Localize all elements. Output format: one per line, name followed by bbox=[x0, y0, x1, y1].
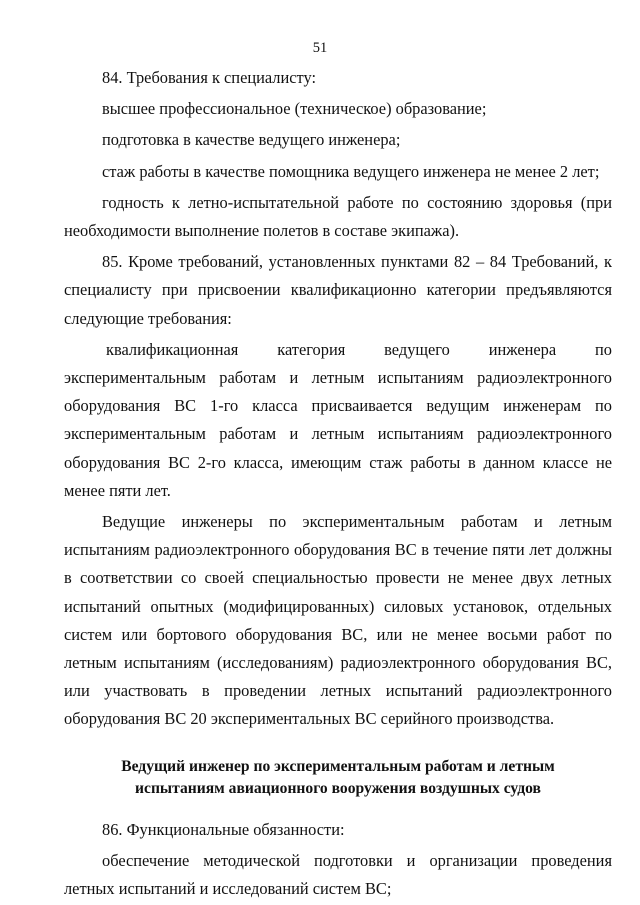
paragraph: высшее профессиональное (техническое) образование; bbox=[102, 99, 487, 119]
section-heading bbox=[64, 756, 612, 800]
paragraph: годность к летно-испытательной работе по состоянию здоровья (при необходимости выполнение полетов в составе экипажа). bbox=[64, 192, 612, 241]
paragraph: квалификационная категория ведущего инженера по экспериментальным работам и летным испытаниям радиоэлектронного оборудования ВС 1-го класса присваивается ведущим инженерам по экспериментальным работам и летным испытаниям радиоэлектронного оборудования ВС 2-го класса, имеющим стаж работы в данном классе не менее пяти лет. bbox=[64, 339, 612, 500]
page-number: 51 bbox=[312, 40, 328, 56]
paragraph: Ведущие инженеры по экспериментальным работам и летным испытаниям радиоэлектронного оборудования ВС в течение пяти лет должны в соответствии со своей специальностью провести не менее двух летных испытаний опытных (модифицированных) силовых установок, отдельных систем или бортового оборудования ВС, или не менее восьми работ по летным испытаниям (исследованиям) радиоэлектронного оборудования ВС, или участвовать в проведении летных испытаний радиоэлектронного оборудования ВС 20 экспериментальных ВС серийного производства. bbox=[64, 512, 612, 729]
section-heading-line: Ведущий инженер по экспериментальным работам и летным bbox=[121, 757, 555, 775]
paragraph: 85. Кроме требований, установленных пунктами 82 – 84 Требований, к специалисту при присвоении квалификационно категории предъявляются следующие требования: bbox=[64, 252, 612, 328]
paragraph: 86. Функциональные обязанности: bbox=[102, 819, 345, 839]
paragraph: стаж работы в качестве помощника ведущего инженера не менее 2 лет; bbox=[102, 161, 600, 181]
paragraph: 84. Требования к специалисту: bbox=[102, 68, 317, 87]
section-heading-line: испытаниям авиационного вооружения воздушных судов bbox=[135, 779, 541, 797]
document-body bbox=[64, 64, 612, 903]
paragraph: обеспечение методической подготовки и организации проведения летных испытаний и исследований систем ВС; bbox=[64, 850, 612, 899]
paragraph: подготовка в качестве ведущего инженера; bbox=[102, 130, 401, 150]
